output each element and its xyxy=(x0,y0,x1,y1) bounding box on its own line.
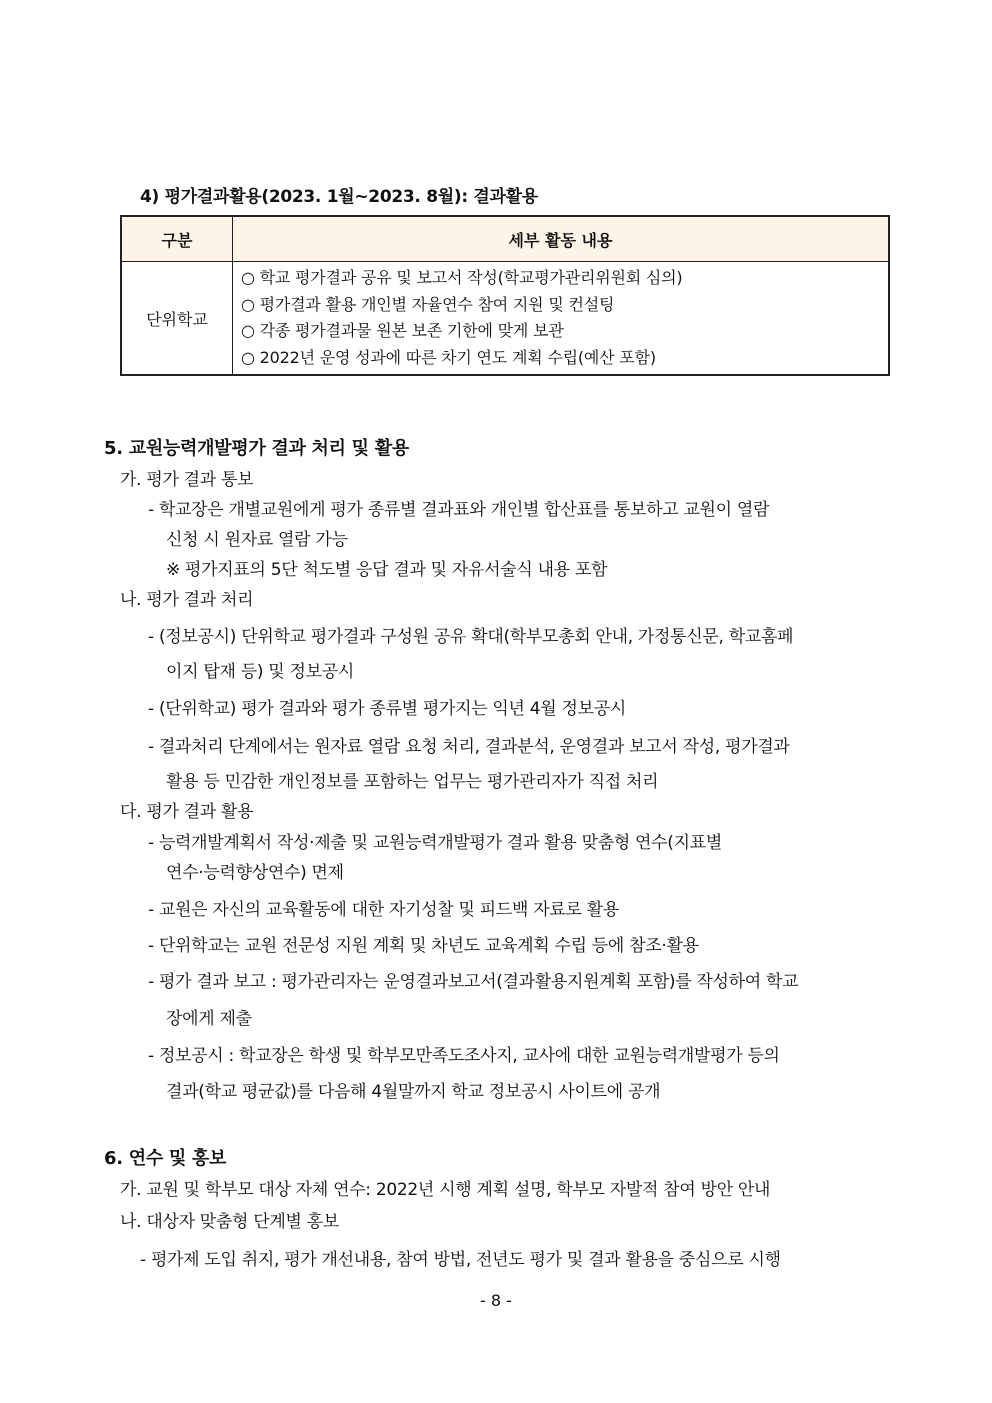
bullet-text: - 단위학교는 교원 전문성 지원 계획 및 차년도 교육계획 수립 등에 참조·활용 xyxy=(148,936,699,956)
section-5-da-title: 다. 평가 결과 활용 xyxy=(120,802,254,822)
row-items xyxy=(233,262,890,376)
table-row xyxy=(121,262,889,376)
column-header-detail: 세부 활동 내용 xyxy=(233,216,890,262)
bullet-text: - 결과처리 단계에서는 원자료 열람 요청 처리, 결과분석, 운영결과 보고서 작성, 평가결과 xyxy=(148,737,790,757)
subsection-title: 4) 평가결과활용(2023. 1월~2023. 8월): 결과활용 xyxy=(140,187,538,207)
bullet-text: 신청 시 원자료 열람 가능 xyxy=(166,530,348,550)
note-text: ※ 평가지표의 5단 척도별 응답 결과 및 자유서술식 내용 포함 xyxy=(166,560,608,580)
bullet-text: - 정보공시 : 학교장은 학생 및 학부모만족도조사지, 교사에 대한 교원능력개발평가 등의 xyxy=(148,1046,780,1066)
list-item: ○ 각종 평가결과물 원본 보존 기한에 맞게 보관 xyxy=(241,321,564,340)
bullet-text: - 학교장은 개별교원에게 평가 종류별 결과표와 개인별 합산표를 통보하고 교원이 열람 xyxy=(148,500,770,520)
bullet-text: 장에게 제출 xyxy=(166,1009,252,1029)
list-item: ○ 평가결과 활용 개인별 자율연수 참여 지원 및 컨설팅 xyxy=(241,294,615,314)
bullet-text: - 평가 결과 보고 : 평가관리자는 운영결과보고서(결과활용지원계획 포함)를 작성하여 학교 xyxy=(148,972,799,992)
bullet-text: 이지 탑재 등) 및 정보공시 xyxy=(166,662,354,682)
bullet-text: 활용 등 민감한 개인정보를 포함하는 업무는 평가관리자가 직접 처리 xyxy=(166,772,659,792)
list-item: ○ 학교 평가결과 공유 및 보고서 작성(학교평가관리위원회 심의) xyxy=(241,268,683,287)
section-5-heading: 5. 교원능력개발평가 결과 처리 및 활용 xyxy=(104,438,409,459)
bullet-text: - 교원은 자신의 교육활동에 대한 자기성찰 및 피드백 자료로 활용 xyxy=(148,900,619,920)
section-6-na: 나. 대상자 맞춤형 단계별 홍보 xyxy=(120,1212,339,1232)
column-header-category: 구분 xyxy=(121,216,233,262)
section-5-ga-title: 가. 평가 결과 통보 xyxy=(120,470,254,490)
section-6-ga: 가. 교원 및 학부모 대상 자체 연수: 2022년 시행 계획 설명, 학부모 자발적 참여 방안 안내 xyxy=(120,1180,771,1200)
page-number: - 8 - xyxy=(480,1291,512,1310)
bullet-text: - (정보공시) 단위학교 평가결과 구성원 공유 확대(학부모총회 안내, 가정통신문, 학교홈페 xyxy=(148,627,794,647)
table-header-row xyxy=(121,216,889,262)
activity-table xyxy=(120,215,890,376)
bullet-text: 결과(학교 평균값)를 다음해 4월말까지 학교 정보공시 사이트에 공개 xyxy=(166,1082,661,1102)
row-category: 단위학교 xyxy=(121,262,233,376)
bullet-text: - 평가제 도입 취지, 평가 개선내용, 참여 방법, 전년도 평가 및 결과 활용을 중심으로 시행 xyxy=(140,1250,781,1270)
list-item: ○ 2022년 운영 성과에 따른 차기 연도 계획 수립(예산 포함) xyxy=(241,347,656,367)
bullet-text: 연수·능력향상연수) 면제 xyxy=(166,863,344,883)
bullet-text: - 능력개발계획서 작성·제출 및 교원능력개발평가 결과 활용 맞춤형 연수(지표별 xyxy=(148,833,723,853)
section-5-na-title: 나. 평가 결과 처리 xyxy=(120,590,254,610)
section-6-heading: 6. 연수 및 홍보 xyxy=(104,1148,227,1169)
bullet-text: - (단위학교) 평가 결과와 평가 종류별 평가지는 익년 4월 정보공시 xyxy=(148,699,626,719)
